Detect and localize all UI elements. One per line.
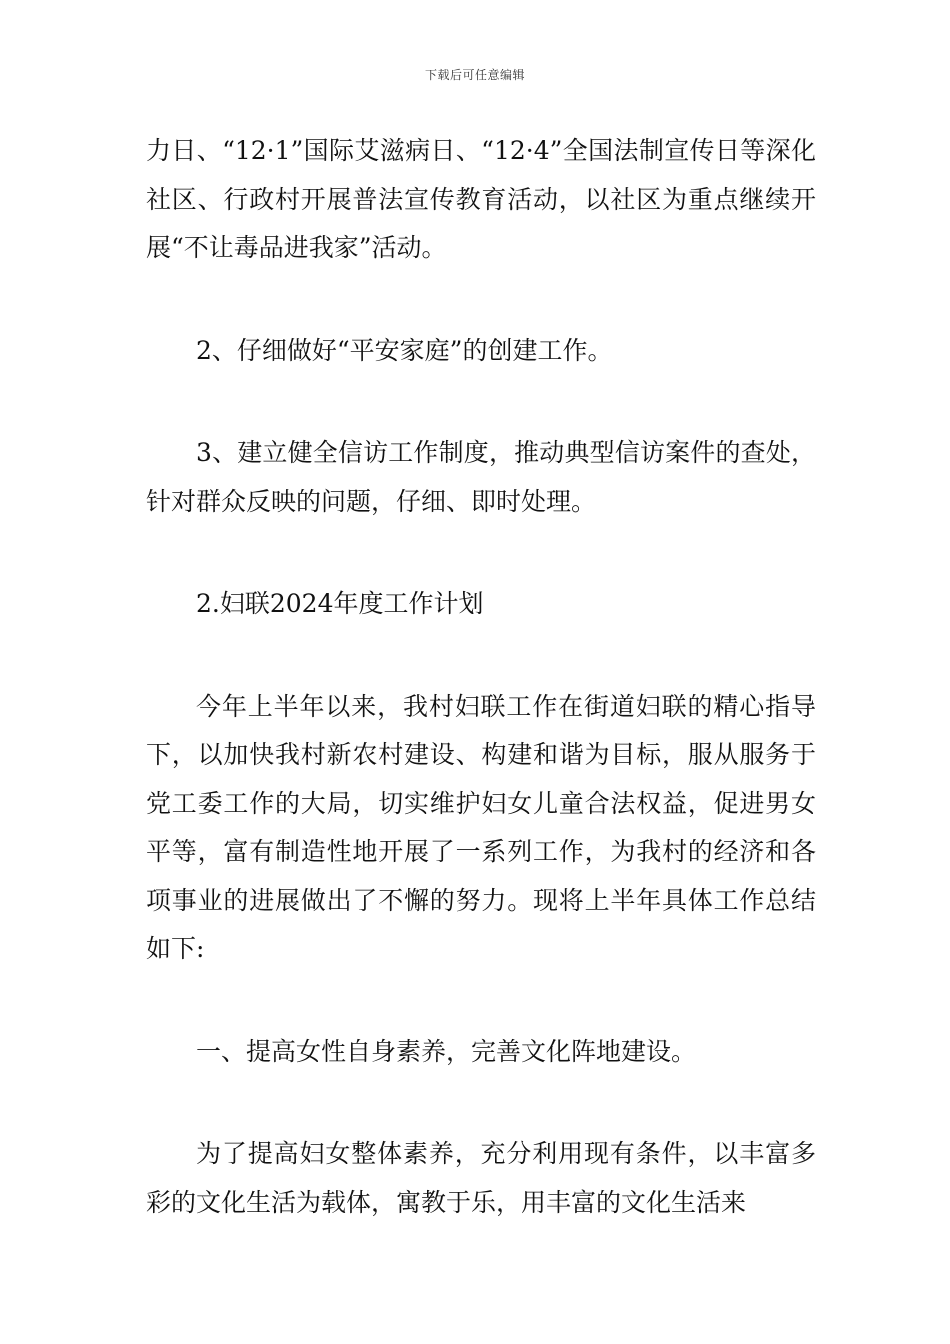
paragraph-gap xyxy=(146,974,816,1028)
subheading-one: 一、提高女性自身素养，完善文化阵地建设。 xyxy=(196,1036,697,1066)
paragraph-gap xyxy=(146,629,816,683)
paragraph-item-3: 3、建立健全信访工作制度，推动典型信访案件的查处，针对群众反映的问题，仔细、即时处理。 xyxy=(146,438,816,516)
paragraph-culture: 为了提高妇女整体素养，充分利用现有条件，以丰富多彩的文化生活为载体，寓教于乐，用丰富的文化生活来 xyxy=(146,1139,816,1217)
document-body xyxy=(146,127,816,1227)
page-header: 下载后可任意编辑 xyxy=(424,68,525,82)
paragraph-continuation: 力日、“12·1”国际艾滋病日、“12·4”全国法制宣传日等深化社区、行政村开展普法宣传教育活动，以社区为重点继续开展“不让毒品进我家”活动。 xyxy=(146,136,816,262)
paragraph-gap xyxy=(146,375,816,429)
paragraph-gap xyxy=(146,526,816,580)
paragraph-intro: 今年上半年以来，我村妇联工作在街道妇联的精心指导下，以加快我村新农村建设、构建和谐为目标，服从服务于党工委工作的大局，切实维护妇女儿童合法权益，促进男女平等，富有制造性地开展了一系列工作，为我村的经济和各项事业的进展做出了不懈的努力。现将上半年具体工作总结如下: xyxy=(146,691,816,963)
paragraph-gap xyxy=(146,273,816,327)
paragraph-item-2: 2、仔细做好“平安家庭”的创建工作。 xyxy=(196,335,613,365)
paragraph-gap xyxy=(146,1076,816,1130)
section-title: 2.妇联2024年度工作计划 xyxy=(196,589,484,618)
